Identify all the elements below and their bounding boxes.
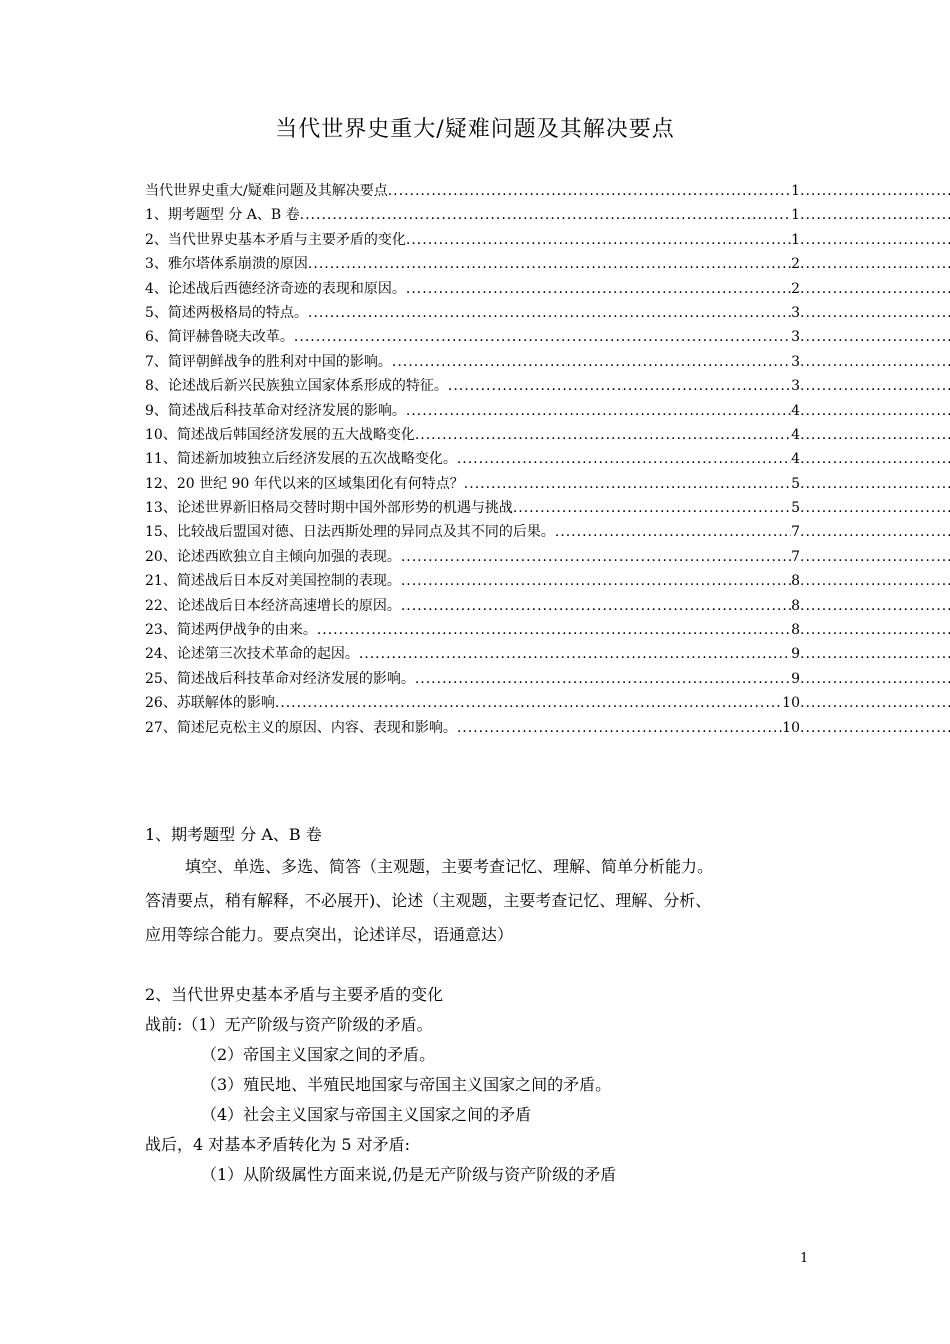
toc-leader-dots <box>359 646 791 662</box>
prewar-item: （2）帝国主义国家之间的矛盾。 <box>201 1045 436 1064</box>
toc-entry-page: 3 <box>791 329 800 346</box>
toc-trailing-dots <box>800 183 950 199</box>
toc-entry-page: 10 <box>782 695 800 712</box>
section-1 <box>145 820 835 952</box>
toc-leader-dots <box>464 476 791 492</box>
toc-entry-page: 2 <box>791 256 800 273</box>
toc-entry-label: 13、论述世界新旧格局交替时期中国外部形势的机遇与挑战 <box>145 500 513 517</box>
toc-leader-dots <box>406 232 791 248</box>
toc-leader-dots <box>513 500 791 516</box>
toc-trailing-dots <box>800 281 950 297</box>
toc-trailing-dots <box>800 305 950 321</box>
toc-entry-page: 4 <box>791 402 800 419</box>
toc-trailing-dots <box>800 354 950 370</box>
toc-leader-dots <box>308 305 791 321</box>
toc-leader-dots <box>448 378 791 394</box>
toc-entry-page: 8 <box>791 597 800 614</box>
toc-entry[interactable] <box>145 497 950 521</box>
toc-trailing-dots <box>800 232 950 248</box>
toc-trailing-dots <box>800 695 950 711</box>
toc-trailing-dots <box>800 549 950 565</box>
toc-entry-label: 9、简述战后科技革命对经济发展的影响。 <box>145 402 406 419</box>
toc-trailing-dots <box>800 329 950 345</box>
toc-entry[interactable] <box>145 692 950 716</box>
toc-leader-dots <box>317 622 791 638</box>
toc-entry-page: 3 <box>791 353 800 370</box>
toc-entry[interactable] <box>145 204 950 228</box>
section-heading: 1、期考题型 分 A、B 卷 <box>145 825 322 844</box>
toc-entry-page: 4 <box>791 426 800 443</box>
toc-entry-page: 8 <box>791 622 800 639</box>
toc-leader-dots <box>457 451 791 467</box>
toc-leader-dots <box>300 207 791 223</box>
toc-entry[interactable] <box>145 570 950 594</box>
toc-trailing-dots <box>800 573 950 589</box>
toc-entry-page: 8 <box>791 573 800 590</box>
toc-entry-page: 2 <box>791 280 800 297</box>
toc-entry-label: 4、论述战后西德经济奇迹的表现和原因。 <box>145 280 406 297</box>
toc-entry-page: 1 <box>791 183 800 199</box>
prewar-item: （3）殖民地、半殖民地国家与帝国主义国家之间的矛盾。 <box>201 1075 612 1094</box>
prewar-line: 战前:（1）无产阶级与资产阶级的矛盾。 <box>145 1015 433 1034</box>
toc-trailing-dots <box>800 524 950 540</box>
toc-leader-dots <box>415 671 791 687</box>
toc-entry[interactable] <box>145 448 950 472</box>
toc-entry[interactable] <box>145 375 950 399</box>
toc-entry[interactable] <box>145 546 950 570</box>
toc-leader-dots <box>415 427 791 443</box>
toc-entry-page: 3 <box>791 304 800 321</box>
toc-entry[interactable] <box>145 302 950 326</box>
toc-entry[interactable] <box>145 180 950 204</box>
toc-entry-label: 3、雅尔塔体系崩溃的原因 <box>145 256 308 273</box>
toc-entry[interactable] <box>145 619 950 643</box>
toc-entry-label: 24、论述第三次技术革命的起因。 <box>145 646 359 663</box>
toc-entry-label: 22、论述战后日本经济高速增长的原因。 <box>145 597 401 614</box>
toc-entry[interactable] <box>145 326 950 350</box>
toc-trailing-dots <box>800 646 950 662</box>
postwar-item: （1）从阶级属性方面来说,仍是无产阶级与资产阶级的矛盾 <box>201 1165 617 1184</box>
toc-leader-dots <box>294 329 791 345</box>
toc-trailing-dots <box>800 403 950 419</box>
toc-leader-dots <box>401 549 791 565</box>
toc-entry[interactable] <box>145 278 950 302</box>
toc-entry-label: 当代世界史重大/疑难问题及其解决要点 <box>145 183 388 199</box>
toc-trailing-dots <box>800 207 950 223</box>
section-2 <box>145 980 835 1190</box>
toc-entry[interactable] <box>145 473 950 497</box>
toc-entry[interactable] <box>145 643 950 667</box>
toc-entry[interactable] <box>145 253 950 277</box>
toc-entry-label: 5、简述两极格局的特点。 <box>145 304 308 321</box>
toc-entry-page: 7 <box>791 524 800 541</box>
toc-leader-dots <box>406 403 791 419</box>
toc-leader-dots <box>392 354 791 370</box>
paragraph-line: 应用等综合能力。要点突出，论述详尽，语通意达） <box>145 925 514 944</box>
toc-leader-dots <box>401 573 791 589</box>
toc-leader-dots <box>308 256 791 272</box>
toc-entry[interactable] <box>145 400 950 424</box>
toc-entry-page: 1 <box>791 207 800 224</box>
toc-entry-label: 23、简述两伊战争的由来。 <box>145 622 317 639</box>
toc-entry-page: 10 <box>782 719 800 736</box>
toc-entry-label: 6、简评赫鲁晓夫改革。 <box>145 329 294 346</box>
toc-trailing-dots <box>800 671 950 687</box>
toc-entry-page: 9 <box>791 646 800 663</box>
paragraph-line: 填空、单选、多选、简答（主观题，主要考查记忆、理解、简单分析能力。 <box>185 857 714 876</box>
toc-leader-dots <box>555 524 791 540</box>
toc-entry-label: 10、简述战后韩国经济发展的五大战略变化 <box>145 426 415 443</box>
toc-entry-page: 3 <box>791 378 800 395</box>
toc-entry[interactable] <box>145 595 950 619</box>
toc-entry-label: 21、简述战后日本反对美国控制的表现。 <box>145 573 401 590</box>
toc-entry-label: 8、论述战后新兴民族独立国家体系形成的特征。 <box>145 378 448 395</box>
toc-entry-page: 7 <box>791 548 800 565</box>
toc-trailing-dots <box>800 427 950 443</box>
toc-entry-page: 5 <box>791 475 800 492</box>
toc-entry[interactable] <box>145 717 950 741</box>
toc-entry[interactable] <box>145 351 950 375</box>
toc-trailing-dots <box>800 500 950 516</box>
toc-entry-label: 2、当代世界史基本矛盾与主要矛盾的变化 <box>145 231 406 248</box>
toc-entry-label: 25、简述战后科技革命对经济发展的影响。 <box>145 670 415 687</box>
toc-trailing-dots <box>800 720 950 736</box>
toc-entry-page: 4 <box>791 451 800 468</box>
toc-trailing-dots <box>800 378 950 394</box>
toc-leader-dots <box>406 281 791 297</box>
toc-trailing-dots <box>800 476 950 492</box>
document-title: 当代世界史重大/疑难问题及其解决要点 <box>275 117 675 142</box>
toc-entry-label: 1、期考题型 分 A、B 卷 <box>145 207 300 224</box>
toc-trailing-dots <box>800 256 950 272</box>
table-of-contents <box>145 180 950 741</box>
toc-entry-page: 1 <box>791 231 800 248</box>
toc-leader-dots <box>388 183 791 199</box>
toc-entry[interactable] <box>145 521 950 545</box>
toc-trailing-dots <box>800 598 950 614</box>
page-number: 1 <box>800 1251 809 1266</box>
toc-entry[interactable] <box>145 229 950 253</box>
toc-leader-dots <box>275 695 782 711</box>
section-heading: 2、当代世界史基本矛盾与主要矛盾的变化 <box>145 985 444 1004</box>
toc-entry-page: 5 <box>791 500 800 517</box>
prewar-item: （4）社会主义国家与帝国主义国家之间的矛盾 <box>201 1105 532 1124</box>
toc-entry-label: 26、苏联解体的影响 <box>145 695 275 712</box>
toc-entry-label: 7、简评朝鲜战争的胜利对中国的影响。 <box>145 353 392 370</box>
toc-trailing-dots <box>800 451 950 467</box>
toc-entry-page: 9 <box>791 670 800 687</box>
toc-entry[interactable] <box>145 424 950 448</box>
postwar-intro: 战后，4 对基本矛盾转化为 5 对矛盾: <box>145 1135 411 1154</box>
paragraph-line: 答清要点，稍有解释，不必展开)、论述（主观题，主要考查记忆、理解、分析、 <box>145 891 712 910</box>
toc-entry[interactable] <box>145 668 950 692</box>
toc-entry-label: 12、20 世纪 90 年代以来的区域集团化有何特点？ <box>145 475 464 492</box>
toc-entry-label: 11、简述新加坡独立后经济发展的五次战略变化。 <box>145 451 457 468</box>
toc-entry-label: 27、简述尼克松主义的原因、内容、表现和影响。 <box>145 719 457 736</box>
toc-leader-dots <box>457 720 782 736</box>
toc-trailing-dots <box>800 622 950 638</box>
toc-entry-label: 20、论述西欧独立自主倾向加强的表现。 <box>145 548 401 565</box>
toc-leader-dots <box>401 598 791 614</box>
toc-entry-label: 15、比较战后盟国对德、日法西斯处理的异同点及其不同的后果。 <box>145 524 555 541</box>
